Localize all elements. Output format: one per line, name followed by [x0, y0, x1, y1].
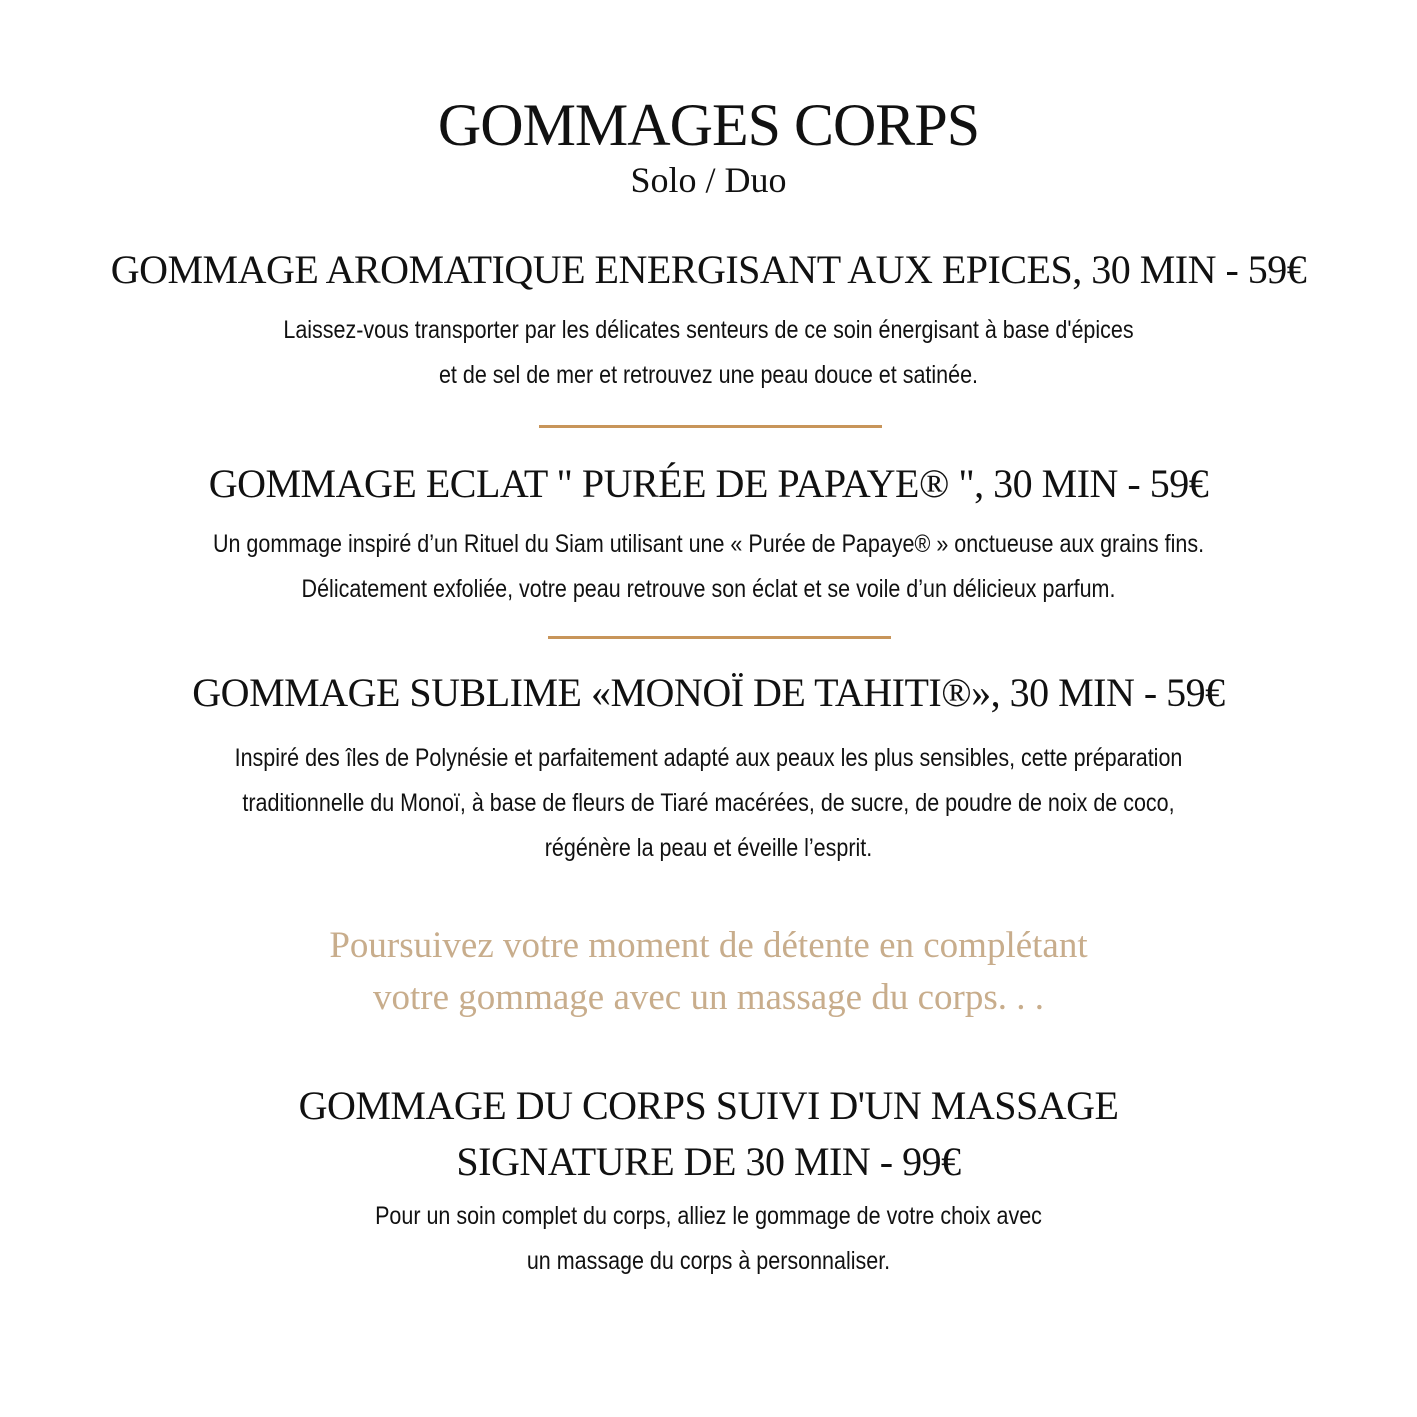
section-divider — [548, 636, 891, 639]
section-title-papaye: GOMMAGE ECLAT " PURÉE DE PAPAYE® ", 30 MIN - 59€ — [208, 461, 1209, 506]
description-line: Laissez-vous transporter par les délicates senteurs de ce soin énergisant à base d'épices — [283, 316, 1134, 344]
combo-title-line: GOMMAGE DU CORPS SUIVI D'UN MASSAGE — [298, 1083, 1119, 1128]
description-line: Un gommage inspiré d’un Rituel du Siam utilisant une « Purée de Papaye® » onctueuse aux grains fins. — [212, 530, 1205, 558]
section-description-monoi — [99, 736, 1318, 871]
combo-title — [0, 1078, 1417, 1190]
description-line: traditionnelle du Monoï, à base de fleurs de Tiaré macérées, de sucre, de poudre de noix de coco, — [242, 789, 1175, 817]
description-line: Inspiré des îles de Polynésie et parfaitement adapté aux peaux les plus sensibles, cette préparation — [234, 744, 1183, 772]
description-line: et de sel de mer et retrouvez une peau douce et satinée. — [438, 361, 979, 389]
description-line: Pour un soin complet du corps, alliez le gommage de votre choix avec — [375, 1202, 1042, 1230]
invitation-line: votre gommage avec un massage du corps. . . — [373, 977, 1044, 1018]
page-title: GOMMAGES CORPS — [437, 92, 980, 158]
description-line: régénère la peau et éveille l’esprit. — [544, 834, 873, 862]
section-description-epices — [99, 308, 1318, 398]
massage-invitation — [0, 920, 1417, 1024]
invitation-line: Poursuivez votre moment de détente en complétant — [329, 925, 1088, 966]
combo-description — [99, 1194, 1318, 1284]
description-line: un massage du corps à personnaliser. — [526, 1247, 891, 1275]
page-subtitle: Solo / Duo — [630, 160, 787, 200]
section-title-monoi: GOMMAGE SUBLIME «MONOÏ DE TAHITI®», 30 MIN - 59€ — [192, 670, 1225, 715]
section-title-epices: GOMMAGE AROMATIQUE ENERGISANT AUX EPICES, 30 MIN - 59€ — [110, 247, 1307, 292]
section-description-papaye — [99, 522, 1318, 612]
combo-title-line: SIGNATURE DE 30 MIN - 99€ — [456, 1139, 961, 1184]
description-line: Délicatement exfoliée, votre peau retrouve son éclat et se voile d’un délicieux parfum. — [301, 575, 1116, 603]
section-divider — [539, 425, 882, 428]
